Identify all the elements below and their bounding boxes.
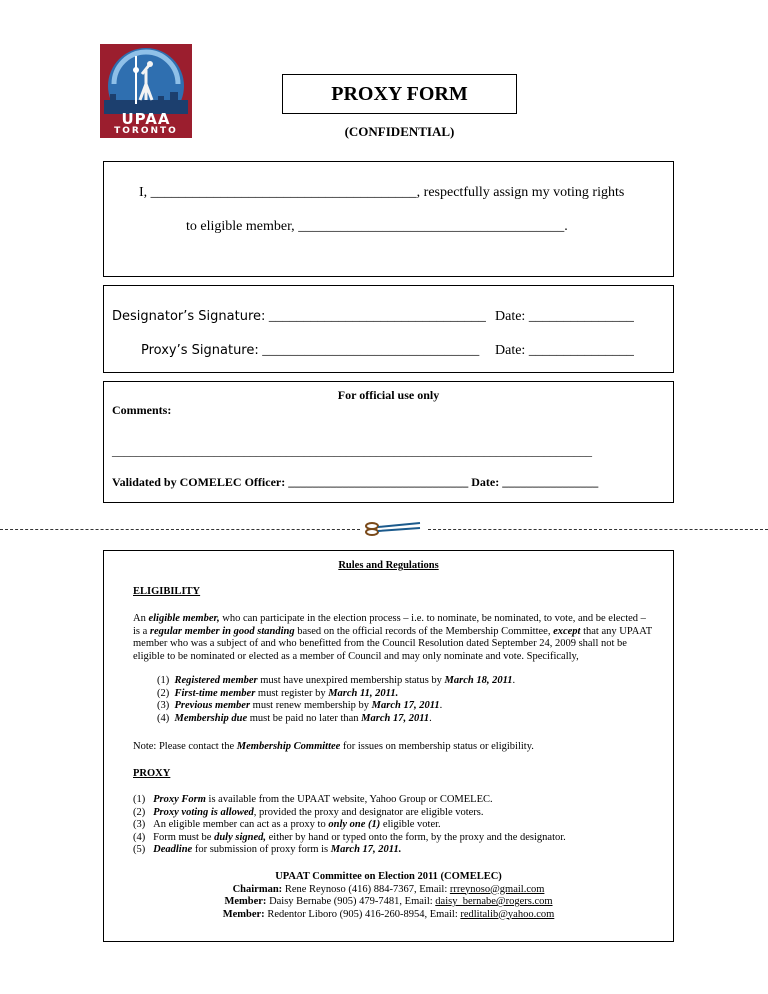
list-item: (3) Previous member must renew membership by March 17, 2011. [157, 700, 443, 711]
proxy-member-name-field[interactable]: ______________________________________ [298, 219, 565, 234]
comments-label: Comments: [112, 403, 172, 417]
comelec-contacts [104, 871, 673, 921]
designator-date-field[interactable]: Date: _______________ [495, 309, 634, 324]
assignor-line: I, ______________________________________, respectfully assign my voting rights [139, 185, 625, 200]
list-item: (4) Form must be duly signed, either by hand or typed onto the form, by the proxy and the designator. [133, 831, 566, 843]
member1-email-link[interactable]: daisy_bernabe@rogers.com [435, 896, 553, 907]
proxy-signature-field[interactable]: _______________________________ [258, 343, 480, 358]
proxy-date-field[interactable]: Date: _______________ [495, 343, 634, 358]
official-use-section [103, 381, 674, 503]
logo-text-bottom: TORONTO [114, 126, 178, 136]
official-use-heading: For official use only [337, 388, 440, 402]
rules-heading: Rules and Regulations [338, 560, 439, 571]
scissors-icon [364, 522, 424, 536]
chairman-email-link[interactable]: rrreynoso@gmail.com [449, 883, 545, 895]
assignment-section [103, 161, 674, 277]
form-subtitle: (CONFIDENTIAL) [344, 124, 455, 139]
designator-signature-line: Designator’s Signature: _______________________________ [112, 309, 486, 324]
eligibility-list [157, 675, 515, 725]
designator-signature-field[interactable]: _______________________________ [265, 309, 486, 324]
list-item: (5) Deadline for submission of proxy form is March 17, 2011. [133, 844, 402, 855]
list-item: (2) Proxy voting is allowed, provided the proxy and designator are eligible voters. [133, 806, 484, 818]
cut-line-left [0, 529, 360, 530]
assignor-name-field[interactable]: ______________________________________ [150, 185, 417, 200]
list-item: (4) Membership due must be paid no later than March 17, 2011. [157, 712, 432, 724]
rules-section [103, 550, 674, 942]
eligibility-heading: ELIGIBILITY [133, 586, 201, 597]
list-item: (1) Proxy Form is available from the UPAAT website, Yahoo Group or COMELEC. [133, 794, 493, 805]
cut-line [0, 522, 768, 536]
proxy-member-line: to eligible member, ______________________________________. [186, 219, 568, 234]
list-item: (2) First-time member must register by March 11, 2011. [157, 687, 399, 699]
logo-text-top: UPAA [121, 110, 171, 128]
list-item: (1) Registered member must have unexpired membership status by March 18, 2011. [157, 675, 516, 686]
member2-email-link[interactable]: redlitalib@yahoo.com [460, 908, 555, 920]
signature-section [103, 285, 674, 373]
proxy-signature-line: Proxy’s Signature: _______________________________ [141, 343, 480, 358]
committee-title: UPAAT Committee on Election 2011 (COMELEC) [275, 871, 502, 882]
upaa-toronto-logo [100, 44, 192, 138]
contact-member-1: Member: Daisy Bernabe (905) 479-7481, Email: daisy_bernabe@rogers.com [224, 896, 553, 907]
list-item: (3) An eligible member can act as a proxy to only one (1) eligible voter. [133, 819, 441, 830]
proxy-heading: PROXY [133, 768, 171, 779]
cut-line-right [428, 529, 768, 530]
proxy-list [133, 794, 566, 857]
contact-chairman: Chairman: Rene Reynoso (416) 884-7367, Email: rrreynoso@gmail.com [232, 883, 545, 895]
eligibility-paragraph: An eligible member, who can participate in the election process – i.e. to nominate, be nominated, to vote, and be elected – is a regular member in good standing based on the official records of the Membership Committee, except that any UPAAT member who was a subject of and who benefitted from the Council Resolution dated September 24, 2009 shall not be eligible to be nominated or elected as a member of Council and may only nominate and vote. Specifically, [133, 613, 652, 662]
membership-note: Note: Please contact the Membership Committee for issues on membership status or eligibility. [133, 741, 534, 752]
validated-line[interactable]: Validated by COMELEC Officer: ______________________________ Date: ________________ [112, 475, 599, 489]
contact-member-2: Member: Redentor Liboro (905) 416-260-8954, Email: redlitalib@yahoo.com [222, 908, 555, 920]
comments-field[interactable]: ________________________________________________________________________________ [112, 444, 592, 458]
form-title: PROXY FORM [282, 74, 517, 114]
